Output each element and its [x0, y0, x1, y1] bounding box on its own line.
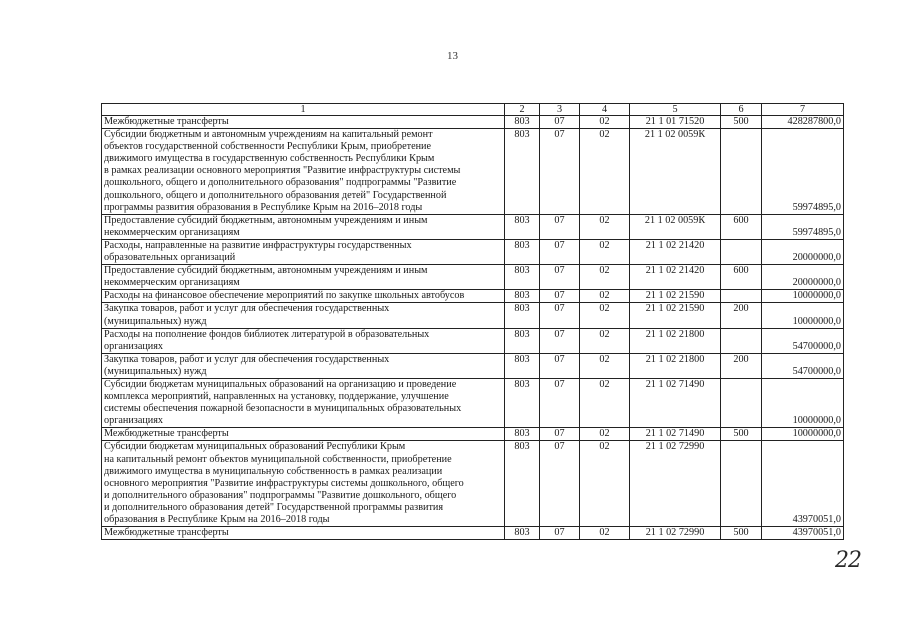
row-ministry-code: 803 — [505, 378, 540, 427]
table-row — [102, 303, 844, 328]
row-section-code: 07 — [540, 441, 580, 527]
row-expense-type — [721, 441, 762, 527]
row-target-code: 21 1 02 21800 — [630, 328, 721, 353]
row-description: Расходы, направленные на развитие инфраструктуры государственных образовательных организаций — [102, 239, 505, 264]
row-amount: 59974895,0 — [762, 129, 844, 215]
row-subsection-code: 02 — [580, 239, 630, 264]
row-subsection-code: 02 — [580, 265, 630, 290]
row-description: Закупка товаров, работ и услуг для обеспечения государственных (муниципальных) нужд — [102, 303, 505, 328]
row-section-code: 07 — [540, 265, 580, 290]
column-header: 6 — [721, 104, 762, 116]
row-subsection-code: 02 — [580, 441, 630, 527]
row-section-code: 07 — [540, 378, 580, 427]
row-ministry-code: 803 — [505, 441, 540, 527]
row-expense-type: 200 — [721, 353, 762, 378]
row-expense-type — [721, 378, 762, 427]
row-amount: 43970051,0 — [762, 527, 844, 540]
row-description: Предоставление субсидий бюджетным, автономным учреждениям и иным некоммерческим организациям — [102, 214, 505, 239]
row-section-code: 07 — [540, 428, 580, 441]
row-expense-type: 200 — [721, 303, 762, 328]
table-row — [102, 116, 844, 129]
row-section-code: 07 — [540, 214, 580, 239]
row-expense-type — [721, 328, 762, 353]
table-row — [102, 353, 844, 378]
row-expense-type: 600 — [721, 265, 762, 290]
row-amount: 20000000,0 — [762, 265, 844, 290]
row-subsection-code: 02 — [580, 290, 630, 303]
header-row — [102, 104, 844, 116]
row-description: Расходы на финансовое обеспечение мероприятий по закупке школьных автобусов — [102, 290, 505, 303]
row-ministry-code: 803 — [505, 265, 540, 290]
row-section-code: 07 — [540, 303, 580, 328]
table-row — [102, 129, 844, 215]
row-section-code: 07 — [540, 290, 580, 303]
row-amount: 20000000,0 — [762, 239, 844, 264]
row-target-code: 21 1 02 21590 — [630, 290, 721, 303]
row-ministry-code: 803 — [505, 129, 540, 215]
budget-table — [101, 103, 844, 540]
row-amount: 10000000,0 — [762, 290, 844, 303]
row-target-code: 21 1 02 0059К — [630, 129, 721, 215]
row-ministry-code: 803 — [505, 328, 540, 353]
row-amount: 10000000,0 — [762, 428, 844, 441]
column-header: 7 — [762, 104, 844, 116]
table-row — [102, 239, 844, 264]
row-description: Межбюджетные трансферты — [102, 116, 505, 129]
row-amount: 54700000,0 — [762, 353, 844, 378]
row-expense-type — [721, 129, 762, 215]
table-row — [102, 527, 844, 540]
row-target-code: 21 1 02 21420 — [630, 239, 721, 264]
table-row — [102, 378, 844, 427]
row-subsection-code: 02 — [580, 527, 630, 540]
row-expense-type: 500 — [721, 527, 762, 540]
page-number: 13 — [447, 50, 458, 62]
row-ministry-code: 803 — [505, 353, 540, 378]
row-section-code: 07 — [540, 116, 580, 129]
row-subsection-code: 02 — [580, 303, 630, 328]
row-ministry-code: 803 — [505, 116, 540, 129]
column-header: 5 — [630, 104, 721, 116]
handwritten-page-mark: 22 — [835, 548, 861, 573]
row-section-code: 07 — [540, 129, 580, 215]
row-subsection-code: 02 — [580, 328, 630, 353]
row-amount: 10000000,0 — [762, 303, 844, 328]
column-header: 4 — [580, 104, 630, 116]
row-amount: 54700000,0 — [762, 328, 844, 353]
row-subsection-code: 02 — [580, 428, 630, 441]
row-description: Расходы на пополнение фондов библиотек литературой в образовательных организациях — [102, 328, 505, 353]
table-row — [102, 290, 844, 303]
row-ministry-code: 803 — [505, 303, 540, 328]
row-description: Субсидии бюджетным и автономным учреждениям на капитальный ремонт объектов государственной собственности Республики Крым, приобретение движимого имущества в государственную собственность Республики Крым в рамках реализации основного мероприятия "Развитие инфраструктуры системы дошкольного, общего и дополнительного образования" подпрограммы "Развитие дошкольного, общего и дополнительного образования детей" Государственной программы развития образования в Республике Крым на 2016–2018 годы — [102, 129, 505, 215]
column-header: 2 — [505, 104, 540, 116]
row-amount: 428287800,0 — [762, 116, 844, 129]
row-expense-type: 500 — [721, 428, 762, 441]
row-target-code: 21 1 02 72990 — [630, 441, 721, 527]
row-target-code: 21 1 01 71520 — [630, 116, 721, 129]
row-description: Закупка товаров, работ и услуг для обеспечения государственных (муниципальных) нужд — [102, 353, 505, 378]
row-expense-type — [721, 290, 762, 303]
row-target-code: 21 1 02 21800 — [630, 353, 721, 378]
row-amount: 43970051,0 — [762, 441, 844, 527]
table-row — [102, 428, 844, 441]
row-target-code: 21 1 02 0059К — [630, 214, 721, 239]
row-subsection-code: 02 — [580, 116, 630, 129]
row-subsection-code: 02 — [580, 129, 630, 215]
column-header: 3 — [540, 104, 580, 116]
row-subsection-code: 02 — [580, 353, 630, 378]
row-description: Межбюджетные трансферты — [102, 428, 505, 441]
row-description: Субсидии бюджетам муниципальных образований на организацию и проведение комплекса мероприятий, направленных на установку, поддержание, улучшение системы обеспечения пожарной безопасности в муниципальных образовательных организациях — [102, 378, 505, 427]
row-target-code: 21 1 02 71490 — [630, 428, 721, 441]
row-ministry-code: 803 — [505, 527, 540, 540]
row-description: Субсидии бюджетам муниципальных образований Республики Крым на капитальный ремонт объектов муниципальной собственности, приобретение движимого имущества в муниципальную собственность в рамках реализации основного мероприятия "Развитие инфраструктуры системы дошкольного, общего и дополнительного образования" подпрограммы "Развитие дошкольного, общего и дополнительного образования детей" Государственной программы развития образования в Республике Крым на 2016–2018 годы — [102, 441, 505, 527]
row-ministry-code: 803 — [505, 214, 540, 239]
row-description: Межбюджетные трансферты — [102, 527, 505, 540]
table-row — [102, 265, 844, 290]
table-row — [102, 328, 844, 353]
row-section-code: 07 — [540, 527, 580, 540]
row-subsection-code: 02 — [580, 378, 630, 427]
row-target-code: 21 1 02 21590 — [630, 303, 721, 328]
row-section-code: 07 — [540, 328, 580, 353]
table-row — [102, 441, 844, 527]
row-description: Предоставление субсидий бюджетным, автономным учреждениям и иным некоммерческим организациям — [102, 265, 505, 290]
row-expense-type: 500 — [721, 116, 762, 129]
row-ministry-code: 803 — [505, 290, 540, 303]
row-ministry-code: 803 — [505, 239, 540, 264]
row-section-code: 07 — [540, 239, 580, 264]
row-expense-type — [721, 239, 762, 264]
table-row — [102, 214, 844, 239]
row-amount: 59974895,0 — [762, 214, 844, 239]
row-target-code: 21 1 02 21420 — [630, 265, 721, 290]
row-amount: 10000000,0 — [762, 378, 844, 427]
row-section-code: 07 — [540, 353, 580, 378]
column-header: 1 — [102, 104, 505, 116]
row-ministry-code: 803 — [505, 428, 540, 441]
row-subsection-code: 02 — [580, 214, 630, 239]
row-expense-type: 600 — [721, 214, 762, 239]
row-target-code: 21 1 02 71490 — [630, 378, 721, 427]
row-target-code: 21 1 02 72990 — [630, 527, 721, 540]
